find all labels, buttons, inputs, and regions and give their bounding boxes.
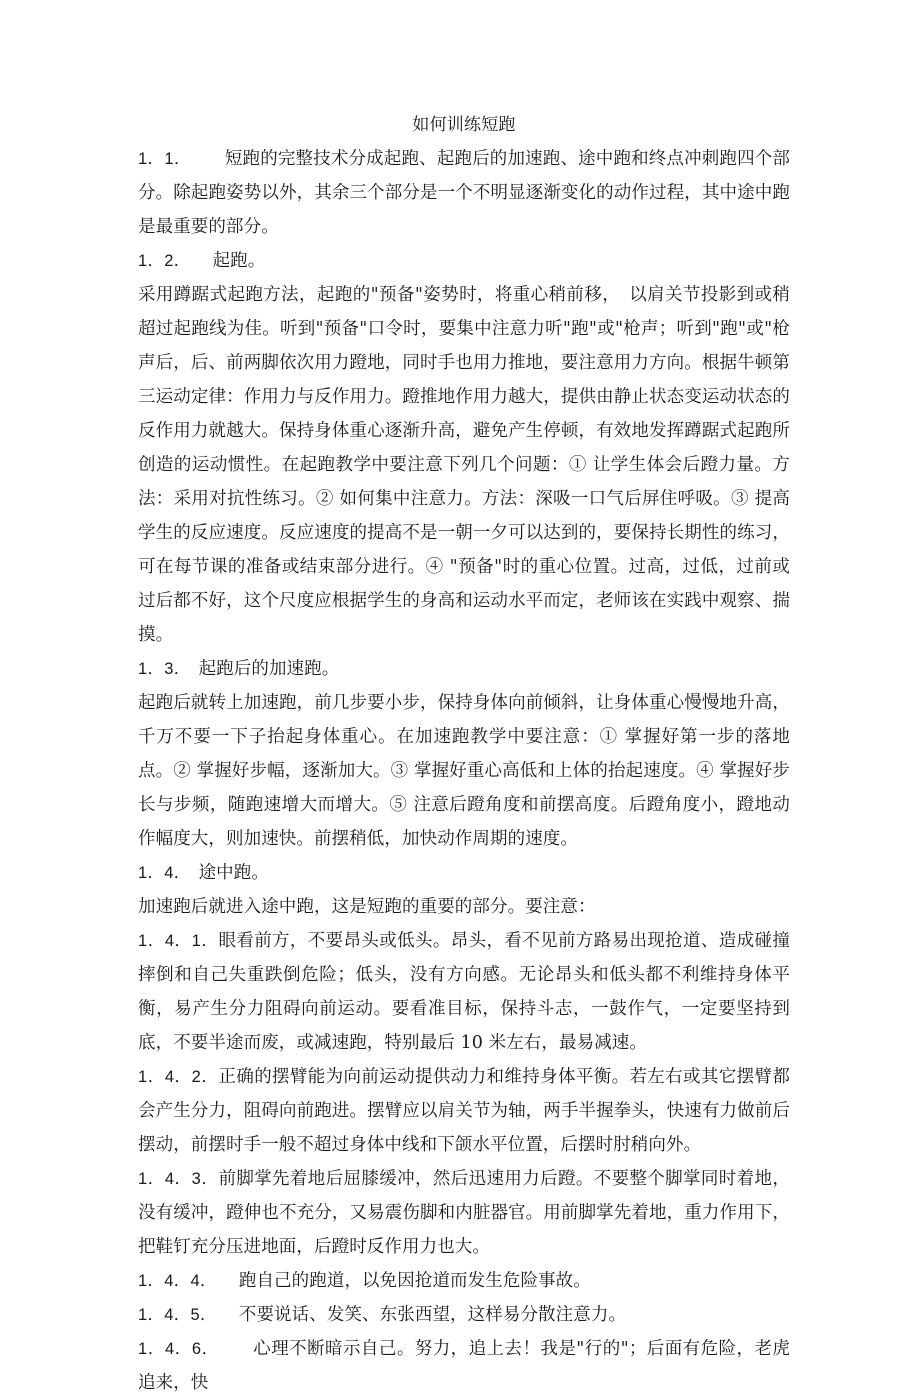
- paragraph-text: 采用蹲踞式起跑方法，起跑的"预备"姿势时，将重心稍前移， 以肩关节投影到或稍超过起跑线为佳。听到"预备"口令时，要集中注意力听"跑"或"枪声；听到"跑"或"枪声后，后、前两脚依次用力蹬地，同时手也用力推地，要注意用力方向。根据牛顿第三运动定律：作用力与反作用力。蹬推地作用力越大，提供由静止状态变运动状态的反作用力就越大。保持身体重心逐渐升高，避免产生停顿，有效地发挥蹲踞式起跑所创造的运动惯性。在起跑教学中要注意下列几个问题：① 让学生体会后蹬力量。方法：采用对抗性练习。② 如何集中注意力。方法：深吸一口气后屏住呼吸。③ 提高学生的反应速度。反应速度的提高不是一朝一夕可以达到的，要保持长期性的练习，可在每节课的准备或结束部分进行。④ "预备"时的重心位置。过高，过低，过前或过后都不好，这个尺度应根据学生的身高和运动水平而定，老师该在实践中观察、揣摸。: [138, 285, 790, 645]
- paragraph-text: 起跑后的加速跑。: [198, 659, 340, 679]
- paragraph-text: 起跑后就转上加速跑，前几步要小步，保持身体向前倾斜，让身体重心慢慢地升高，千万不要一下子抬起身体重心。在加速跑教学中要注意：① 掌握好第一步的落地点。② 掌握好步幅，逐渐加大。③ 掌握好重心高低和上体的抬起速度。④ 掌握好步长与步频，随跑速增大而增大。⑤ 注意后蹬角度和前摆高度。后蹬角度小，蹬地动作幅度大，则加速快。前摆稍低，加快动作周期的速度。: [138, 693, 790, 849]
- paragraph: [138, 1298, 790, 1332]
- paragraph: [138, 890, 790, 924]
- page-title: 如何训练短跑: [412, 115, 516, 135]
- paragraph: [138, 1332, 790, 1400]
- paragraph-number: 1．4．2．: [138, 1068, 219, 1086]
- paragraph: [138, 856, 790, 890]
- paragraph-text: 加速跑后就进入途中跑，这是短跑的重要的部分。要注意：: [138, 897, 596, 917]
- paragraph-text: 眼看前方，不要昂头或低头。昂头，看不见前方路易出现抢道、造成碰撞摔倒和自己失重跌倒危险；低头，没有方向感。无论昂头和低头都不利维持身体平衡，易产生分力阻碍向前运动。要看准目标，保持斗志，一鼓作气，一定要坚持到底，不要半途而废，或减速跑，特别最后 10 米左右，最易减速。: [138, 931, 790, 1053]
- paragraph-text: 正确的摆臂能为向前运动提供动力和维持身体平衡。若左右或其它摆臂都会产生分力，阻碍向前跑进。摆臂应以肩关节为轴，两手半握拳头，快速有力做前后摆动，前摆时手一般不超过身体中线和下颌水平位置，后摆时肘稍向外。: [138, 1067, 790, 1155]
- paragraph: [138, 686, 790, 856]
- paragraph-number: 1．4．6．: [138, 1340, 219, 1358]
- paragraph-number: 1．3．: [138, 660, 191, 678]
- paragraph-text: 心理不断暗示自己。努力，追上去！我是"行的"；后面有危险，老虎追来，快: [138, 1339, 790, 1393]
- paragraph-text: 途中跑。: [198, 863, 269, 883]
- paragraph-list: [138, 142, 790, 1400]
- paragraph: [138, 924, 790, 1060]
- paragraph-number: 1．4．5．: [138, 1306, 217, 1324]
- paragraph: [138, 244, 790, 278]
- paragraph-number: 1．4．: [138, 864, 191, 882]
- paragraph-number: 1．4．4．: [138, 1272, 217, 1290]
- paragraph-text: 前脚掌先着地后屈膝缓冲，然后迅速用力后蹬。不要整个脚掌同时着地，没有缓冲，蹬伸也不充分，又易震伤脚和内脏器官。用前脚掌先着地，重力作用下，把鞋钉充分压进地面，后蹬时反作用力也大。: [138, 1169, 790, 1257]
- paragraph-text: 不要说话、发笑、东张西望，这样易分散注意力。: [238, 1305, 627, 1325]
- paragraph: [138, 1264, 790, 1298]
- paragraph: [138, 1060, 790, 1162]
- paragraph-text: 起跑。: [212, 251, 266, 271]
- paragraph-text: 跑自己的跑道，以免因抢道而发生危险事故。: [238, 1271, 591, 1291]
- paragraph-number: 1．4．3．: [138, 1170, 219, 1188]
- paragraph: [138, 1162, 790, 1264]
- paragraph-number: 1．4．1．: [138, 932, 219, 950]
- document-body: [138, 108, 790, 1400]
- paragraph: [138, 142, 790, 244]
- paragraph: [138, 652, 790, 686]
- paragraph-number: 1．1．: [138, 150, 191, 168]
- paragraph-text: 短跑的完整技术分成起跑、起跑后的加速跑、途中跑和终点冲刺跑四个部分。除起跑姿势以外，其余三个部分是一个不明显逐渐变化的动作过程，其中途中跑是最重要的部分。: [138, 149, 790, 237]
- paragraph: [138, 278, 790, 652]
- paragraph-number: 1．2．: [138, 252, 191, 270]
